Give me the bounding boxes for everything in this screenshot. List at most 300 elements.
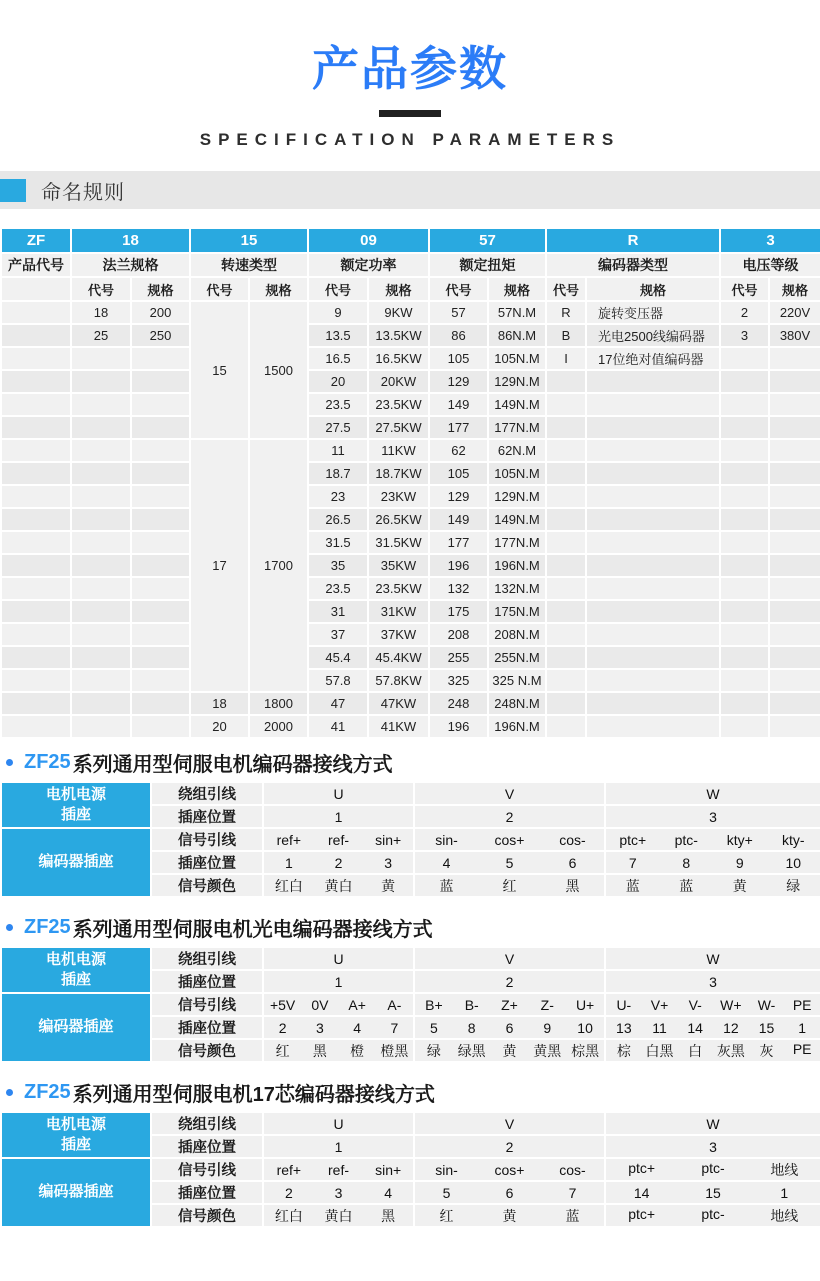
subheader-spec-cell: 规格 [249, 277, 308, 301]
wiring-section-title [0, 1079, 820, 1106]
voltage-code-cell [720, 485, 769, 508]
pin-value: W [706, 785, 720, 802]
pin-value: ref- [328, 1161, 349, 1178]
encoder-code-cell [546, 439, 586, 462]
pin-value: ptc- [701, 1159, 725, 1176]
pin-group-cell [605, 1135, 820, 1158]
row-label-cell: 绕组引线 [151, 782, 263, 805]
table-row [1, 439, 820, 462]
pin-group-cell [414, 1181, 605, 1204]
torque-spec-cell: 129N.M [488, 485, 546, 508]
power-spec-cell: 11KW [368, 439, 429, 462]
pin-value: 15 [758, 1019, 775, 1036]
torque-code-cell: 208 [429, 623, 488, 646]
wiring-table [0, 1111, 820, 1228]
table-row [1, 715, 820, 738]
pin-value: 绿 [786, 877, 801, 894]
pin-value: 地线 [770, 1207, 799, 1224]
pin-value: 白黑 [645, 1042, 674, 1059]
voltage-code-cell [720, 416, 769, 439]
pin-group-cell [414, 1158, 605, 1181]
power-spec-cell: 57.8KW [368, 669, 429, 692]
pin-value: 7 [628, 854, 637, 871]
pin-value: 黑 [312, 1042, 327, 1059]
torque-spec-cell: 62N.M [488, 439, 546, 462]
torque-spec-cell: 325 N.M [488, 669, 546, 692]
voltage-code-cell [720, 531, 769, 554]
power-code-cell: 47 [308, 692, 368, 715]
power-code-cell: 27.5 [308, 416, 368, 439]
voltage-spec-cell [769, 531, 820, 554]
pin-value: 13 [616, 1019, 632, 1036]
pin-value: U [333, 950, 344, 967]
pin-value: 7 [568, 1184, 577, 1201]
torque-code-cell: 149 [429, 393, 488, 416]
code-header-cell: R [546, 228, 720, 253]
torque-spec-cell: 57N.M [488, 301, 546, 324]
encoder-code-cell: I [546, 347, 586, 370]
flange-code-cell [71, 485, 131, 508]
pin-value: 黄 [732, 877, 747, 894]
flange-code-cell [71, 600, 131, 623]
power-code-cell: 18.7 [308, 462, 368, 485]
pin-value: W [706, 950, 720, 967]
pin-group-cell [605, 1158, 820, 1181]
pin-group-cell [414, 1039, 605, 1062]
voltage-code-cell [720, 370, 769, 393]
pin-value: 2 [505, 808, 514, 825]
pin-value: ref+ [276, 831, 302, 848]
pin-value: 红白 [274, 877, 303, 894]
pin-group-cell [263, 1135, 414, 1158]
flange-spec-cell [131, 462, 190, 485]
pin-group-cell [263, 874, 414, 897]
power-spec-cell: 16.5KW [368, 347, 429, 370]
flange-spec-cell [131, 347, 190, 370]
pin-value: ptc+ [628, 1205, 656, 1222]
flange-code-cell [71, 462, 131, 485]
encoder-spec-cell [586, 692, 720, 715]
flange-code-cell [71, 623, 131, 646]
speed-spec-cell: 1700 [249, 439, 308, 692]
pin-value: 10 [577, 1019, 593, 1036]
torque-spec-cell: 248N.M [488, 692, 546, 715]
pin-value: 6 [568, 854, 577, 871]
encoder-spec-cell [586, 669, 720, 692]
pin-value: 0V [311, 996, 329, 1013]
row-label-cell: 信号颜色 [151, 1204, 263, 1227]
power-spec-cell: 13.5KW [368, 324, 429, 347]
pin-value: 蓝 [625, 877, 640, 894]
encoder-code-cell [546, 577, 586, 600]
power-socket-label-cell: 电机电源 插座 [1, 947, 151, 993]
pin-group-cell [263, 1016, 414, 1039]
subheader-code-cell: 代号 [190, 277, 249, 301]
pin-value: 4 [384, 1184, 393, 1201]
row-label-cell: 信号引线 [151, 1158, 263, 1181]
group-header-cell: 产品代号 [1, 253, 71, 277]
pin-value: V [504, 1115, 515, 1132]
pin-group-cell [414, 874, 605, 897]
subheader-code-cell: 代号 [71, 277, 131, 301]
pin-group-cell [263, 1158, 414, 1181]
power-socket-label-cell: 电机电源 插座 [1, 782, 151, 828]
pin-value: cos- [559, 1161, 586, 1178]
power-spec-cell: 26.5KW [368, 508, 429, 531]
encoder-spec-cell [586, 462, 720, 485]
pin-group-cell [263, 947, 414, 970]
code-header-cell: 18 [71, 228, 190, 253]
subheader-code-cell: 代号 [308, 277, 368, 301]
voltage-code-cell [720, 646, 769, 669]
flange-code-cell [71, 577, 131, 600]
speed-spec-cell: 1500 [249, 301, 308, 439]
encoder-spec-cell [586, 416, 720, 439]
encoder-code-cell: R [546, 301, 586, 324]
pin-value: cos+ [494, 831, 525, 848]
speed-spec-cell: 1800 [249, 692, 308, 715]
encoder-spec-cell [586, 715, 720, 738]
pin-value: sin+ [375, 1161, 402, 1178]
voltage-code-cell [720, 462, 769, 485]
flange-code-cell [71, 416, 131, 439]
pin-group-cell [605, 1204, 820, 1227]
row-label-cell: 信号引线 [151, 993, 263, 1016]
wiring-table [0, 946, 820, 1063]
pin-group-cell [414, 970, 605, 993]
pin-group-cell [263, 851, 414, 874]
pin-value: 9 [735, 854, 744, 871]
voltage-code-cell [720, 439, 769, 462]
product-code-cell [1, 462, 71, 485]
table-row [1, 782, 820, 805]
product-code-cell [1, 554, 71, 577]
voltage-spec-cell [769, 554, 820, 577]
encoder-code-cell [546, 393, 586, 416]
bullet-icon [6, 759, 13, 766]
power-code-cell: 37 [308, 623, 368, 646]
subheader-spec-cell: 规格 [131, 277, 190, 301]
voltage-spec-cell [769, 692, 820, 715]
torque-code-cell: 177 [429, 531, 488, 554]
flange-spec-cell: 200 [131, 301, 190, 324]
wiring-section-title [0, 914, 820, 941]
section-marker-icon [0, 179, 26, 202]
pin-value: 黄白 [324, 877, 353, 894]
pin-value: 8 [467, 1019, 476, 1036]
encoder-socket-label-cell: 编码器插座 [1, 993, 151, 1062]
pin-value: 蓝 [679, 877, 694, 894]
voltage-code-cell [720, 508, 769, 531]
torque-code-cell: 57 [429, 301, 488, 324]
power-code-cell: 45.4 [308, 646, 368, 669]
table-row [1, 577, 820, 600]
product-code-cell [1, 669, 71, 692]
flange-spec-cell [131, 646, 190, 669]
pin-value: 橙黑 [380, 1042, 409, 1059]
torque-spec-cell: 208N.M [488, 623, 546, 646]
encoder-code-cell: B [546, 324, 586, 347]
product-code-cell [1, 485, 71, 508]
encoder-code-cell [546, 692, 586, 715]
pin-value: U [333, 1115, 344, 1132]
encoder-code-cell [546, 715, 586, 738]
pin-group-cell [263, 1112, 414, 1135]
pin-value: 黄白 [324, 1207, 353, 1224]
power-spec-cell: 23.5KW [368, 393, 429, 416]
power-code-cell: 31 [308, 600, 368, 623]
page-title: 产品参数 [312, 42, 508, 95]
row-label-cell: 插座位置 [151, 1181, 263, 1204]
pin-value: B- [464, 996, 479, 1013]
table-row [1, 416, 820, 439]
pin-value: 黄 [502, 1042, 517, 1059]
power-spec-cell: 27.5KW [368, 416, 429, 439]
pin-value: 3 [709, 973, 717, 990]
torque-spec-cell: 86N.M [488, 324, 546, 347]
flange-code-cell [71, 393, 131, 416]
pin-value: sin- [435, 831, 458, 848]
page-subtitle: SPECIFICATION PARAMETERS [199, 130, 621, 149]
pin-group-cell [605, 828, 820, 851]
encoder-code-cell [546, 370, 586, 393]
voltage-code-cell [720, 577, 769, 600]
voltage-spec-cell [769, 393, 820, 416]
pin-value: ptc- [674, 831, 698, 848]
pin-group-cell [605, 805, 820, 828]
table-row [1, 692, 820, 715]
power-spec-cell: 31KW [368, 600, 429, 623]
power-code-cell: 57.8 [308, 669, 368, 692]
naming-rules-band [0, 171, 820, 209]
pin-value: V+ [650, 996, 669, 1013]
torque-code-cell: 255 [429, 646, 488, 669]
power-spec-cell: 41KW [368, 715, 429, 738]
group-header-cell: 额定功率 [308, 253, 429, 277]
pin-value: 6 [505, 1019, 514, 1036]
torque-spec-cell: 177N.M [488, 531, 546, 554]
flange-spec-cell [131, 623, 190, 646]
pin-group-cell [414, 1112, 605, 1135]
flange-spec-cell [131, 600, 190, 623]
pin-group-cell [414, 1016, 605, 1039]
pin-value: 14 [633, 1184, 650, 1201]
pin-group-cell [263, 1181, 414, 1204]
pin-value: Z- [540, 996, 554, 1013]
subheader-empty-cell [1, 277, 71, 301]
encoder-spec-cell [586, 577, 720, 600]
flange-spec-cell [131, 554, 190, 577]
pin-value: 1 [334, 808, 343, 825]
series-name-label: ZF25 [24, 1081, 71, 1103]
power-code-cell: 23.5 [308, 393, 368, 416]
torque-spec-cell: 132N.M [488, 577, 546, 600]
encoder-spec-cell [586, 370, 720, 393]
row-label-cell: 插座位置 [151, 851, 263, 874]
pin-value: PE [792, 996, 812, 1013]
voltage-spec-cell [769, 669, 820, 692]
voltage-code-cell [720, 600, 769, 623]
flange-spec-cell [131, 577, 190, 600]
voltage-spec-cell: 380V [769, 324, 820, 347]
pin-group-cell [605, 874, 820, 897]
power-spec-cell: 37KW [368, 623, 429, 646]
torque-code-cell: 175 [429, 600, 488, 623]
flange-spec-cell [131, 531, 190, 554]
flange-spec-cell [131, 508, 190, 531]
table-row [1, 623, 820, 646]
flange-spec-cell [131, 393, 190, 416]
pin-value: A+ [348, 996, 366, 1013]
section-title-text: 系列通用型伺服电机17芯编码器接线方式 [72, 1084, 435, 1106]
power-spec-cell: 23.5KW [368, 577, 429, 600]
power-code-cell: 31.5 [308, 531, 368, 554]
pin-value: 3 [334, 1184, 343, 1201]
power-code-cell: 35 [308, 554, 368, 577]
encoder-spec-cell: 17位绝对值编码器 [586, 347, 720, 370]
product-code-cell [1, 692, 71, 715]
encoder-code-cell [546, 646, 586, 669]
pin-value: 1 [334, 973, 343, 990]
pin-value: 2 [505, 973, 514, 990]
speed-code-cell: 17 [190, 439, 249, 692]
pin-group-cell [605, 1039, 820, 1062]
pin-value: 黄黑 [533, 1042, 562, 1059]
pin-value: 黑 [565, 877, 580, 894]
voltage-code-cell: 2 [720, 301, 769, 324]
pin-value: 1 [284, 854, 293, 871]
pin-value: 白 [688, 1042, 703, 1059]
table-row [1, 324, 820, 347]
subheader-spec-cell: 规格 [368, 277, 429, 301]
encoder-spec-cell [586, 485, 720, 508]
pin-group-cell [414, 1135, 605, 1158]
pin-value: ref+ [276, 1161, 302, 1178]
pin-value: W+ [720, 996, 742, 1013]
table-row [1, 393, 820, 416]
pin-value: U [333, 785, 344, 802]
code-header-cell: 15 [190, 228, 308, 253]
table-row [1, 1158, 820, 1181]
power-code-cell: 16.5 [308, 347, 368, 370]
pin-value: 3 [709, 1138, 717, 1155]
pin-value: sin- [435, 1161, 458, 1178]
pin-value: 2 [334, 854, 343, 871]
flange-code-cell: 18 [71, 301, 131, 324]
table-row [1, 347, 820, 370]
pin-group-cell [414, 851, 605, 874]
power-code-cell: 23.5 [308, 577, 368, 600]
voltage-spec-cell [769, 600, 820, 623]
table-row [1, 462, 820, 485]
encoder-code-cell [546, 416, 586, 439]
naming-rules-label: 命名规则 [41, 181, 125, 204]
voltage-code-cell: 3 [720, 324, 769, 347]
flange-code-cell [71, 715, 131, 738]
naming-table-head [1, 228, 820, 301]
torque-spec-cell: 129N.M [488, 370, 546, 393]
pin-value: 3 [709, 808, 717, 825]
pin-value: 1 [780, 1184, 789, 1201]
torque-code-cell: 177 [429, 416, 488, 439]
row-label-cell: 信号颜色 [151, 1039, 263, 1062]
flange-code-cell: 25 [71, 324, 131, 347]
voltage-spec-cell [769, 347, 820, 370]
group-header-cell: 法兰规格 [71, 253, 190, 277]
voltage-spec-cell [769, 715, 820, 738]
torque-code-cell: 248 [429, 692, 488, 715]
pin-value: ref- [328, 831, 349, 848]
table-row [1, 1112, 820, 1135]
flange-code-cell [71, 669, 131, 692]
pin-value: 黄 [381, 877, 396, 894]
pin-group-cell [605, 947, 820, 970]
speed-code-cell: 18 [190, 692, 249, 715]
pin-value: B+ [425, 996, 443, 1013]
voltage-code-cell [720, 554, 769, 577]
naming-table [0, 227, 820, 739]
pin-value: 黄 [502, 1207, 517, 1224]
encoder-spec-cell: 旋转变压器 [586, 301, 720, 324]
flange-spec-cell [131, 669, 190, 692]
encoder-code-cell [546, 508, 586, 531]
pin-value: ptc- [701, 1205, 725, 1222]
voltage-spec-cell [769, 508, 820, 531]
pin-value: 棕 [616, 1042, 631, 1059]
flange-spec-cell [131, 692, 190, 715]
pin-value: 2 [284, 1184, 293, 1201]
pin-value: 14 [687, 1019, 703, 1036]
pin-value: W- [757, 996, 776, 1013]
power-spec-cell: 9KW [368, 301, 429, 324]
pin-value: 6 [505, 1184, 514, 1201]
flange-spec-cell: 250 [131, 324, 190, 347]
power-spec-cell: 45.4KW [368, 646, 429, 669]
table-row [1, 600, 820, 623]
pin-group-cell [414, 828, 605, 851]
code-header-cell: 57 [429, 228, 546, 253]
voltage-spec-cell [769, 577, 820, 600]
row-label-cell: 插座位置 [151, 970, 263, 993]
power-code-cell: 26.5 [308, 508, 368, 531]
product-code-cell [1, 715, 71, 738]
code-header-cell: 3 [720, 228, 820, 253]
torque-code-cell: 132 [429, 577, 488, 600]
product-code-cell [1, 393, 71, 416]
flange-code-cell [71, 531, 131, 554]
power-code-cell: 9 [308, 301, 368, 324]
subheader-spec-cell: 规格 [488, 277, 546, 301]
flange-code-cell [71, 439, 131, 462]
voltage-spec-cell [769, 370, 820, 393]
pin-value: 7 [390, 1019, 399, 1036]
speed-spec-cell: 2000 [249, 715, 308, 738]
pin-value: 地线 [770, 1161, 799, 1178]
pin-value: 8 [682, 854, 691, 871]
flange-code-cell [71, 554, 131, 577]
pin-group-cell [263, 1204, 414, 1227]
wiring-table [0, 781, 820, 898]
pin-value: 5 [442, 1184, 451, 1201]
torque-code-cell: 325 [429, 669, 488, 692]
flange-spec-cell [131, 370, 190, 393]
pin-value: cos+ [494, 1161, 525, 1178]
subheader-code-cell: 代号 [720, 277, 769, 301]
pin-value: 蓝 [565, 1207, 580, 1224]
voltage-spec-cell [769, 416, 820, 439]
pin-value: Z+ [501, 996, 518, 1013]
voltage-spec-cell [769, 485, 820, 508]
